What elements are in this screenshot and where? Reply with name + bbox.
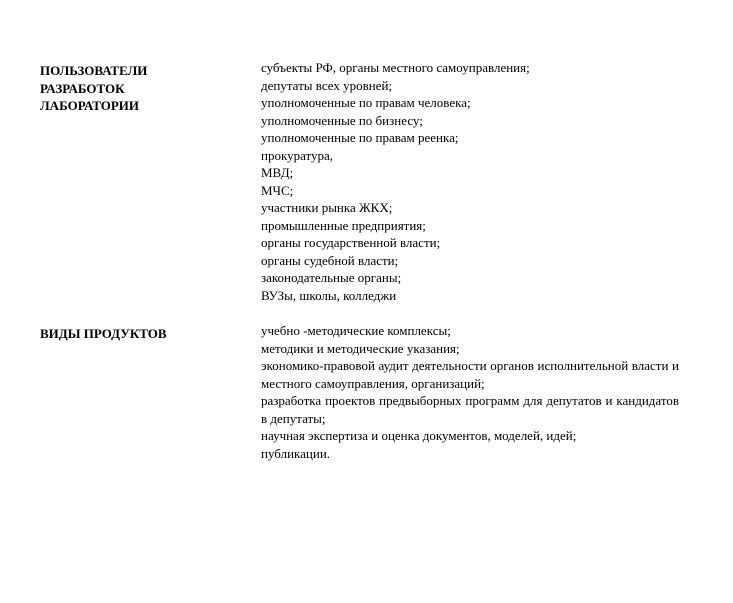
list-item: разработка проектов предвыборных программ для депутатов и кандидатов в депутаты; [261,393,679,426]
list-item: органы судебной власти; [261,252,399,268]
products-heading: ВИДЫ ПРОДУКТОВ [40,326,167,341]
list-item: научная экспертиза и оценка документов, моделей, идей; [261,428,577,443]
list-item: участники рынка ЖКХ; [261,200,393,215]
list-item: МЧС; [261,182,294,198]
list-item: МВД; [261,165,294,180]
products-list [261,322,679,462]
list-item: промышленные предприятия; [261,217,426,233]
list-item: законодательные органы; [261,270,402,285]
users-list [261,59,679,304]
list-item: экономико-правовой аудит деятельности органов исполнительной власти и местного самоуправления, организаций; [261,358,679,391]
list-item: учебно -методические комплексы; [261,323,451,338]
list-item: ВУЗы, школы, колледжи [261,287,397,303]
list-item: депутаты всех уровней; [261,77,393,93]
list-item: прокуратура, [261,147,334,163]
list-item: уполномоченные по правам реенка; [261,130,459,145]
list-item: уполномоченные по бизнесу; [261,112,423,128]
users-heading: ПОЛЬЗОВАТЕЛИ РАЗРАБОТОК ЛАБОРАТОРИИ [40,63,148,113]
list-item: методики и методические указания; [261,340,460,356]
list-item: органы государственной власти; [261,235,441,250]
list-item: уполномоченные по правам человека; [261,95,471,110]
list-item: публикации. [261,445,331,461]
list-item: субъекты РФ, органы местного самоуправления; [261,60,530,75]
